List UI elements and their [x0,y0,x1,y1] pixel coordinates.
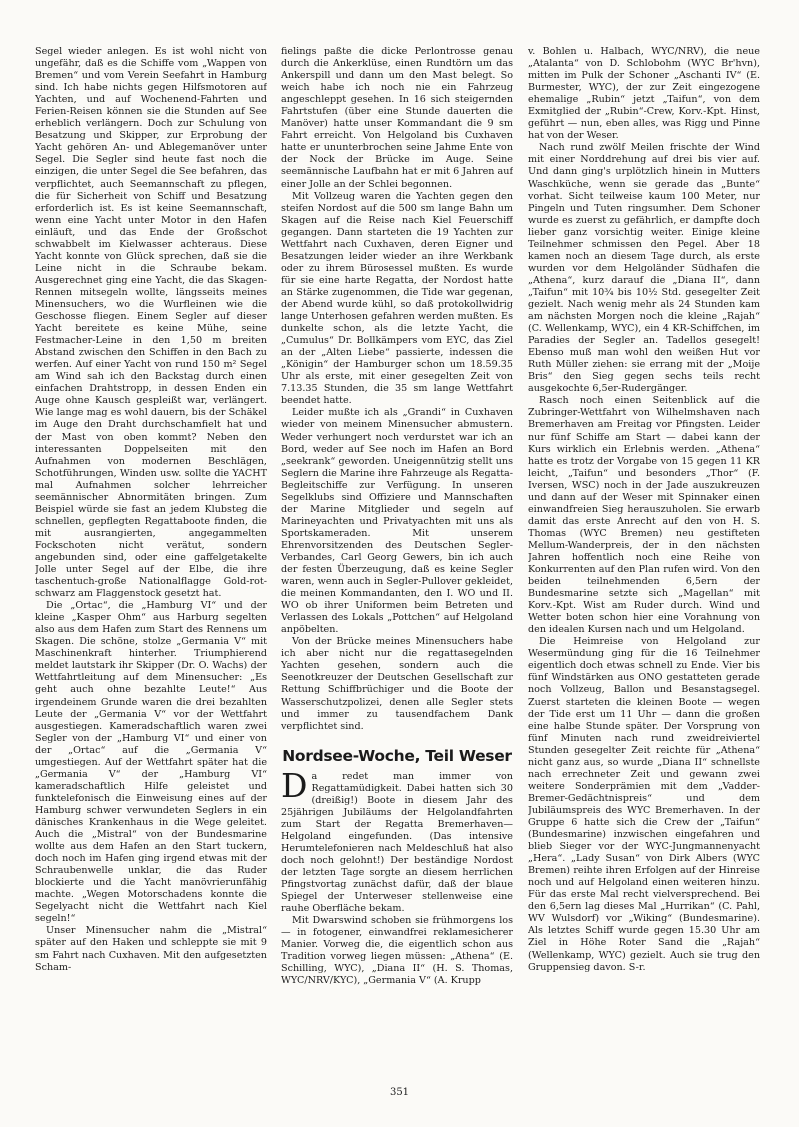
paragraph: Die Heimreise von Helgoland zur Wesermündung ging für die 16 Teilnehmer eigentlich doch etwas schnell zu Ende. Vier bis fünf Windstärken aus ONO gestatteten gerade noch Vollzeug, Ballon und Besanstagsegel. Zuerst starteten die kleinen Boote — wegen der Tide erst um 11 Uhr — dann die großen eine halbe Stunde später. Der Vorsprung von fünf Minuten nach rund zweidreiviertel Stunden gesegelter Zeit reichte für „Athena“ nicht ganz aus, so wurde „Diana II“ schnellste nach errechneter Zeit und gewann zwei weitere Sonderprämien mit dem „Vadder-Bremer-Gedächtnispreis“ und dem Jubiläumspreis des WYC Bremerhaven. In der Gruppe 6 hatte sich die Crew der „Taifun“ (Bundesmarine) inzwischen eingefahren und blieb Sieger vor der WYC-Jungmannenyacht „Hera“. „Lady Susan“ von Dirk Albers (WYC Bremen) reihte ihren Erfolgen auf der Hinreise noch und auf Helgoland einen weiteren hinzu. Für das erste Mal recht vielversprechend. Bei den 6,5ern lag dieses Mal „Hurrikan“ (C. Pahl, WV Wulsdorf) vor „Wiking“ (Bundesmarine). Als letztes Schiff wurde gegen 15.30 Uhr am Ziel in Höhe Roter Sand die „Rajah“ (Wellenkamp, WYC) gezielt. Auch sie trug den Gruppensieg davon. S-r. [528,636,760,973]
paragraph: Mit Dwarswind schoben sie frühmorgens los — in fotogener, einwandfrei reklamesicherer Manier. Vorweg die, die eigentlich schon aus Tradition vorweg liegen müssen: „Athena“ (E. Schilling, WYC), „Diana II“ (H. S. Thomas, WYC/NRV/KYC), „Germania V“ (A. Krupp [281,915,513,987]
lead-paragraph [281,765,513,916]
paragraph: Die „Ortac“, die „Hamburg VI“ und der kleine „Kasper Ohm“ aus Harburg segelten also aus dem Hafen zum Start des Rennens um Skagen. Die schöne, stolze „Germania V“ mit Maschinenkraft hinterher. Triumphierend meldet lautstark ihr Skipper (Dr. O. Wachs) der Wettfahrtleitung auf dem Minensucher: „Es geht auch ohne bezahlte Leute!“ Aus irgendeinem Grunde waren die drei bezahlten Leute der „Germania V“ vor der Wettfahrt ausgestiegen. Kameradschaftlich waren zwei Segler von der „Hamburg VI“ und einer von der „Ortac“ auf die „Germania V“ umgestiegen. Auf der Wettfahrt später hat die „Germania V“ der „Hamburg VI“ kameradschaftlich Hilfe geleistet und funktelefonisch die Einweisung eines auf der Hamburg schwer verwundeten Seglers in ein dänisches Krankenhaus in die Wege geleitet. Auch die „Mistral“ von der Bundesmarine wollte aus dem Hafen an den Start tuckern, doch noch im Hafen ging irgend etwas mit der Schraubenwelle unklar, die das Ruder blockierte und die Yacht manövrierunfähig machte. „Wegen Motorschadens konnte die Segelyacht nicht die Wettfahrt nach Kiel segeln!“ [35,600,267,925]
paragraph: Leider mußte ich als „Grandi“ in Cuxhaven wieder von meinem Minensucher abmustern. Weder verhungert noch verdurstet war ich an Bord, weder auf See noch im Hafen an Bord „seekrank“ geworden. Uneigennützig stellt uns Seglern die Marine ihre Fahrzeuge als Regatta-Begleitschiffe zur Verfügung. In unseren Segelklubs sind Offiziere und Mannschaften der Marine Mitglieder und segeln auf Marineyachten und Privatyachten mit uns als Sportskameraden. Mit unserem Ehrenvorsitzenden des Deutschen Segler-Verbandes, Carl Georg Gewers, bin ich auch der festen Überzeugung, daß es keine Segler waren, wenn auch in Segler-Pullover gekleidet, die meinen Kommandanten, den I. WO und II. WO ob ihrer Uniformen beim Betreten und Verlassen des Lokals „Pottchen“ auf Helgoland anpöbelten. [281,407,513,636]
text-column-right [528,46,760,1058]
paragraph: Segel wieder anlegen. Es ist wohl nicht von ungefähr, daß es die Schiffe vom „Wappen von Bremen“ und vom Verein Seefahrt in Hamburg sind. Ich habe nichts gegen Hilfsmotoren auf Yachten, und auf Wochenend-Fahrten und Ferien-Reisen können sie die Stunden auf See erheblich verlängern. Doch zur Schulung von Besatzung und Skipper, zur Erprobung der Yacht gehören An- und Ablegemanöver unter Segel. Die Segler sind heute fast noch die einzigen, die unter Segel die See befahren, das verpflichtet, auch Seemannschaft zu pflegen, die für Sicherheit von Schiff und Besatzung erforderlich ist. Es ist keine Seemannschaft, wenn eine Yacht unter Motor in den Hafen einläuft, und das Ende der Großschot schwabbelt im Kielwasser achteraus. Diese Yacht konnte von Glück sprechen, daß sie die Leine nicht in die Schraube bekam. Ausgerechnet ging eine Yacht, die das Skagen-Rennen mitsegeln wollte, längsseits meines Minensuchers, wo die Wurfleinen wie die Geschosse fliegen. Einem Segler auf dieser Yacht bereitete es keine Mühe, seine Festmacher-Leine in den 1,50 m breiten Abstand zwischen den Schiffen in den Bach zu werfen. Auf einer Yacht von rund 150 m² Segel am Wind sah ich den Backstag durch einen einfachen Drahtstropp, in dessen Enden ein Auge ohne Kausch gespleißt war, verlängert. Wie lange mag es wohl dauern, bis der Schäkel im Auge den Draht durchschamfielt hat und der Mast von oben kommt? Neben den interessanten Doppelseiten mit den Aufnahmen von modernen Beschlägen, Schotführungen, Winden usw. sollte die YACHT mal Aufnahmen solcher lehrreicher seemännischer Abnormitäten bringen. Zum Beispiel würde sie fast an jedem Klubsteg die schnellen, gepflegten Regattaboote finden, die mit ausrangierten, angegammelten Fockschoten nicht verätut, sondern angebunden sind, oder eine gaffelgetakelte Jolle unter Segel auf der Elbe, die ihre taschentuch-große Nationalflagge Gold-rot-schwarz am Flaggenstock gesetzt hat. [35,46,267,600]
text-column-left [35,46,267,1058]
paragraph: v. Bohlen u. Halbach, WYC/NRV), die neue „Atalanta“ von D. Schlobohm (WYC Br'hvn), mitten im Pulk der Schoner „Aschanti IV“ (E. Burmester, WYC), der zur Zeit eingezogene ehemalige „Rubin“ jetzt „Taifun“, von dem Exmitglied der „Rubin“-Crew, Korv.-Kpt. Hinst, geführt — nun, eben alles, was Rigg und Pinne hat von der Weser. [528,46,760,142]
paragraph: Rasch noch einen Seitenblick auf die Zubringer-Wettfahrt von Wilhelmshaven nach Bremerhaven am Freitag vor Pfingsten. Leider nur fünf Schiffe am Start — dabei kann der Kurs wirklich ein Erlebnis werden. „Athena“ hatte es trotz der Vorgabe von 15 gegen 11 KR leicht, „Taifun“ und besonders „Thor“ (F. Iversen, WSC) noch in der Jade auszukreuzen und dann auf der Weser mit Spinnaker einen einwandfreien Sieg herauszuholen. Sie erwarb damit das erste Anrecht auf den von H. S. Thomas (WYC Bremen) neu gestifteten Mellum-Wanderpreis, der in den nächsten Jahren hoffentlich noch eine Reihe von Konkurrenten auf den Plan rufen wird. Von den beiden teilnehmenden 6,5ern der Bundesmarine setzte sich „Magellan“ mit Korv.-Kpt. Wist am Ruder durch. Wind und Wetter boten schon hier eine Vorahnung von den idealen Kursen nach und um Helgoland. [528,395,760,636]
drop-cap: D [281,765,308,805]
section-heading: Nordsee-Woche, Teil Weser [282,746,512,765]
text-column-middle [281,46,513,1058]
paragraph: Mit Vollzeug waren die Yachten gegen den steifen Nordost auf die 500 sm lange Bahn um Skagen auf die Reise nach Kiel Feuerschiff gegangen. Dann starteten die 19 Yachten zur Wettfahrt nach Cuxhaven, deren Eigner und Besatzungen leider wieder an ihre Werkbank oder zu ihrem Bürosessel mußten. Es wurde für sie eine harte Regatta, der Nordost hatte an Stärke zugenommen, die Tide war gegenan, der Abend wurde kühl, so daß protokollwidrig lange Unterhosen gefahren werden mußten. Es dunkelte schon, als die letzte Yacht, die „Cumulus“ Dr. Bollkämpers vom EYC, das Ziel an der „Alten Liebe“ passierte, indessen die „Königin“ der Hamburger schon um 18.59.35 Uhr als erste, mit einer gesegelten Zeit von 7.13.35 Stunden, die 35 sm lange Wettfahrt beendet hatte. [281,190,513,407]
paragraph: fielings paßte die dicke Perlontrosse genau durch die Ankerklüse, einen Rundtörn um das Ankerspill und dann um den Mast belegt. So weich habe ich noch nie ein Fahrzeug angeschleppt gesehen. In 16 sich steigernden Fahrtstufen (über eine Stunde dauerten die Manöver) hatte unser Kommandant die 9 sm Fahrt erreicht. Von Helgoland bis Cuxhaven hatte er ununterbrochen seine Jahme Ente von der Nock der Brücke im Auge. Seine seemännische Laufbahn hat er mit 6 Jahren auf einer Jolle an der Schlei begonnen. [281,46,513,190]
lead-paragraph-text: a redet man immer von Regattamüdigkeit. Dabei hatten sich 30 (dreißig!) Boote in diesem Jahr des 25jährigen Jubiläums der Helgolandfahrten zum Start der Regatta Bremerhaven—Helgoland eingefunden. (Das intensive Herumtelefonieren nach Meldeschluß hat also doch noch gelohnt!) Der beständige Nordost der letzten Tage sorgte an diesem herrlichen Pfingstvortag zunächst dafür, daß der blaue Spiegel der Unterweser stellenweise eine rauhe Oberfläche bekam. [281,770,513,915]
paragraph: Von der Brücke meines Minensuchers habe ich aber nicht nur die regattasegelnden Yachten gesehen, sondern auch die Seenotkreuzer der Deutschen Gesellschaft zur Rettung Schiffbrüchiger und die Boote der Wasserschutzpolizei, denen alle Segler stets und immer zu tausendfachem Dank verpflichtet sind. [281,636,513,732]
paragraph: Nach rund zwölf Meilen frischte der Wind mit einer Norddrehung auf drei bis vier auf. Und dann ging's urplötzlich hinein in Mutters Waschküche, wenn sie gerade das „Bunte“ vorhat. Sicht teilweise kaum 100 Meter, nur Pingeln und Tuten ringsumher. Dem Schoner wurde es zuerst zu gefährlich, er dampfte doch lieber ganz vorsichtig weiter. Einige kleine Teilnehmer schmissen den Pegel. Aber 18 kamen noch an diesem Tage durch, als erste wurden vor dem Helgoländer Südhafen die „Athena“, kurz darauf die „Diana II“, dann „Taifun“ mit 10¾ bis 10½ Std. gesegelter Zeit gezielt. Nach wenig mehr als 24 Stunden kam am nächsten Morgen noch die kleine „Rajah“ (C. Wellenkamp, WYC), ein 4 KR-Schiffchen, im Paradies der Segler an. Tadellos gesegelt! Ebenso muß man wohl den weißen Hut vor Ruth Müller ziehen: sie errang mit der „Moije Bris“ den Sieg gegen sechs teils recht ausgekochte 6,5er-Rudergänger. [528,142,760,395]
paragraph: Unser Minensucher nahm die „Mistral“ später auf den Haken und schleppte sie mit 9 sm Fahrt nach Cuxhaven. Mit den aufgesetzten Scham- [35,925,267,973]
page-number: 351 [389,1087,410,1098]
